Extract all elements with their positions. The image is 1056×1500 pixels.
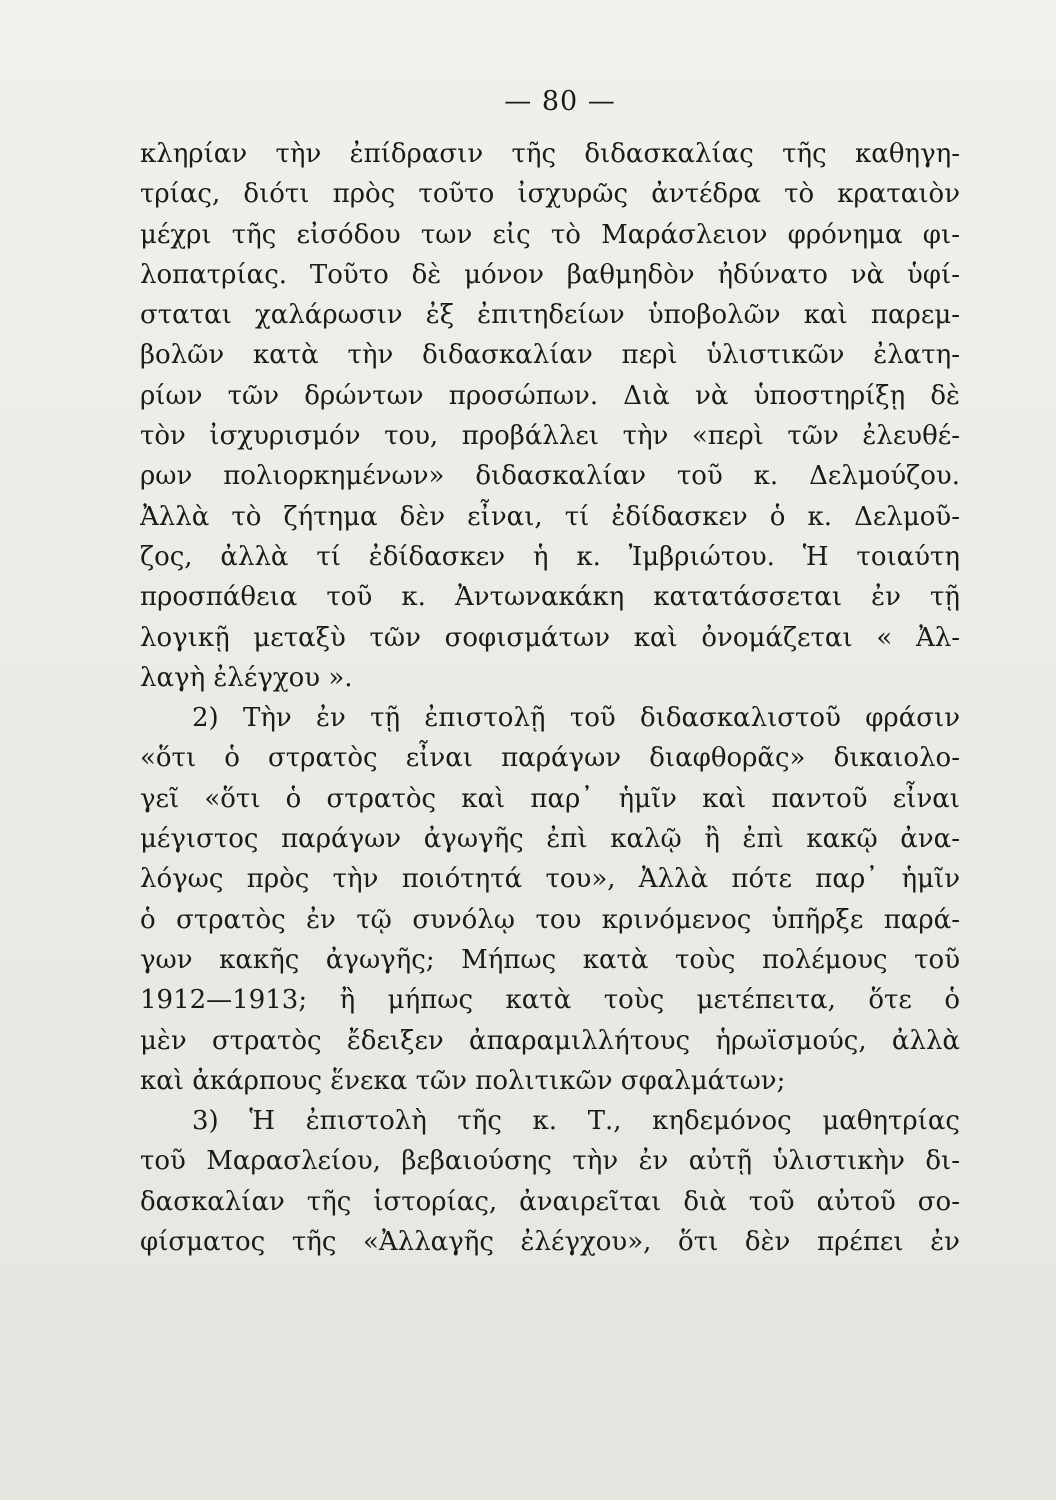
text-line: γων κακῆς ἀγωγῆς; Μήπως κατὰ τοὺς πολέμους τοῦ (140, 944, 960, 975)
text-line: Ἀλλὰ τὸ ζήτημα δὲν εἶναι, τί ἐδίδασκεν ὁ κ. Δελμοῦ- (140, 501, 960, 532)
text-line: τρίας, διότι πρὸς τοῦτο ἰσχυρῶς ἀντέδρα τὸ κραταιὸν (140, 179, 960, 210)
text-line: κληρίαν τὴν ἐπίδρασιν τῆς διδασκαλίας τῆς καθηγη- (140, 139, 960, 169)
text-line: γεῖ «ὅτι ὁ στρατὸς καὶ παρ᾿ ἡμῖν καὶ παντοῦ εἶναι (140, 783, 960, 814)
text-line: μέγιστος παράγων ἀγωγῆς ἐπὶ καλῷ ἢ ἐπὶ κακῷ ἀνα- (140, 824, 960, 855)
text-line: 2) Τὴν ἐν τῇ ἐπιστολῇ τοῦ διδασκαλιστοῦ φράσιν (192, 703, 960, 734)
text-line: λογικῇ μεταξὺ τῶν σοφισμάτων καὶ ὀνομάζεται « Ἀλ- (140, 622, 960, 653)
text-line: βολῶν κατὰ τὴν διδασκαλίαν περὶ ὑλιστικῶν ἐλατη- (140, 340, 960, 371)
text-line: καὶ ἀκάρπους ἕνεκα τῶν πολιτικῶν σφαλμάτων; (140, 1065, 786, 1096)
text-line: λόγως πρὸς τὴν ποιότητά του», Ἀλλὰ πότε παρ᾿ ἡμῖν (140, 864, 960, 895)
text-line: μὲν στρατὸς ἔδειξεν ἀπαραμιλλήτους ἡρωϊσμούς, ἀλλὰ (140, 1025, 960, 1056)
text-line: μέχρι τῆς εἰσόδου των εἰς τὸ Μαράσλειον φρόνημα φι- (140, 219, 960, 250)
text-line: ρων πολιορκημένων» διδασκαλίαν τοῦ κ. Δελμούζου. (140, 461, 960, 492)
text-line: σταται χαλάρωσιν ἐξ ἐπιτηδείων ὑποβολῶν καὶ παρεμ- (140, 300, 960, 331)
text-line: «ὅτι ὁ στρατὸς εἶναι παράγων διαφθορᾶς» δικαιολο- (140, 743, 960, 774)
text-line: λοπατρίας. Τοῦτο δὲ μόνον βαθμηδὸν ἠδύνατο νὰ ὑφί- (140, 259, 960, 290)
text-line: 1912—1913; ἢ μήπως κατὰ τοὺς μετέπειτα, ὅτε ὁ (140, 985, 960, 1016)
text-line: προσπάθεια τοῦ κ. Ἀντωνακάκη κατατάσσεται ἐν τῇ (140, 582, 960, 613)
text-line: λαγὴ ἐλέγχου ». (140, 662, 353, 693)
text-line: ζος, ἀλλὰ τί ἐδίδασκεν ἡ κ. Ἰμβριώτου. Ἡ τοιαύτη (140, 541, 960, 572)
body-text (140, 134, 960, 1262)
page-number: — 80 — (504, 86, 616, 117)
text-line: δασκαλίαν τῆς ἱστορίας, ἀναιρεῖται διὰ τοῦ αὐτοῦ σο- (140, 1186, 960, 1217)
text-line: 3) Ἡ ἐπιστολὴ τῆς κ. Τ., κηδεμόνος μαθητρίας (192, 1106, 960, 1137)
text-line: τὸν ἰσχυρισμόν του, προβάλλει τὴν «περὶ τῶν ἐλευθέ- (140, 421, 960, 452)
text-line: τοῦ Μαρασλείου, βεβαιούσης τὴν ἐν αὐτῇ ὑλιστικὴν δι- (140, 1146, 960, 1177)
text-line: ὁ στρατὸς ἐν τῷ συνόλῳ του κρινόμενος ὑπῆρξε παρά- (140, 904, 960, 935)
text-line: φίσματος τῆς «Ἀλλαγῆς ἐλέγχου», ὅτι δὲν πρέπει ἐν (140, 1227, 960, 1258)
text-line: ρίων τῶν δρώντων προσώπων. Διὰ νὰ ὑποστηρίξῃ δὲ (140, 380, 960, 411)
